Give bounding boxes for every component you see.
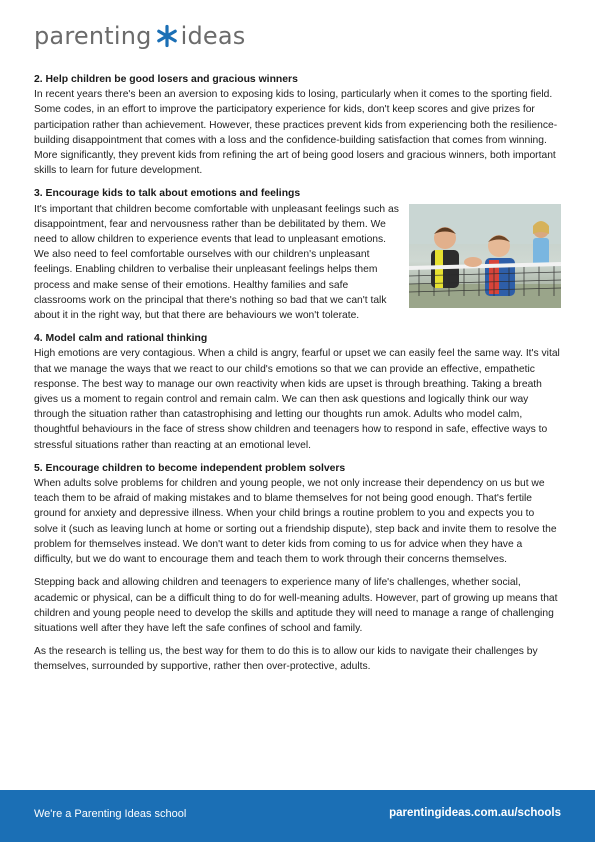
footer-bar	[0, 790, 595, 842]
section-paragraph: As the research is telling us, the best way for them to do this is to allow our kids to navigate their challenges by themselves, surrounded by supportive, rather then over-protective, adults.	[34, 646, 538, 673]
section-problem-solvers	[34, 461, 561, 675]
section-emotions	[34, 186, 561, 323]
footer-website-link[interactable]: parentingideas.com.au/schools	[389, 807, 561, 819]
footer-school-text: We're a Parenting Ideas school	[34, 808, 187, 820]
section-heading: 5. Encourage children to become independent problem solvers	[34, 462, 346, 474]
section-heading: 3. Encourage kids to talk about emotions and feelings	[34, 188, 301, 200]
section-good-losers	[34, 72, 561, 178]
section-calm-thinking	[34, 331, 561, 453]
asterisk-star-icon	[155, 24, 179, 48]
section-heading: 4. Model calm and rational thinking	[34, 333, 208, 345]
section-paragraph: It's important that children become comfortable with unpleasant feelings such as disappointment, fear and nervousness rather than be debilitated by them. We need to allow children to experience events that lead to unpleasant emotions. We also need to feel comfortable ourselves with our children's unpleasant feelings. Enabling children to verbalise their unpleasant feelings helps them process and make sense of their emotions. Healthy families and safe classrooms work on the principal that there's nothing so bad that we can't talk about it in the right way, but that there are behaviours we won't tolerate.	[34, 203, 399, 322]
logo	[34, 20, 245, 52]
section-paragraph: When adults solve problems for children and young people, we not only increase their dependency on us but we teach them to be afraid of making mistakes and to blame themselves for not being good enough. That's fertile ground for anxiety and depressive illness. When your child brings a routine problem to you and expects you to solve it (such as leaving lunch at home or sorting out a friendship dispute), step back and invite them to resolve the problem for themselves instead. We don't want to deter kids from coming to us for advice when they have a difficulty, but we do want to encourage them and teach them to work through their concerns themselves.	[34, 478, 557, 566]
logo-text-ideas: ideas	[180, 22, 246, 50]
tennis-handshake-photo	[409, 204, 561, 308]
logo-text-parenting: parenting	[34, 22, 152, 50]
section-paragraph: Stepping back and allowing children and teenagers to experience many of life's challenges, whether social, academic or physical, can be a difficult thing to do for well-meaning adults. However, part of growing up means that children and young people need to develop the skills and aptitude they will need to manage a range of challenging situations well after they have left the safe confines of school and family.	[34, 577, 558, 634]
section-paragraph: High emotions are very contagious. When a child is angry, fearful or upset we can easily feel the same way. It's vital that we manage the ways that we react to our child's emotions so that we can provide an effective, empathetic response. The best way to manage our own reactivity when kids are upset is through breathing. Taking a breath gives us a moment to regain control and remain calm. We can then ask questions and logically think our way through the situation rather than catastrophising and letting our thoughts run amok. Adults who model calm, thoughtful behaviours in the face of stress show children and teenagers how to respond in safe, effective ways to stressful situations rather than reacting at an emotional level.	[34, 348, 560, 451]
section-heading: 2. Help children be good losers and gracious winners	[34, 74, 298, 85]
section-paragraph: In recent years there's been an aversion to exposing kids to losing, particularly when it comes to the sporting field. Some codes, in an effort to improve the participatory experience for kids, don't keep scores and give prizes for participation rather than achievement. However, these practices prevent kids from experiencing both the resilience-building disappointment that comes with a loss and the confidence-building satisfaction that comes from winning. More significantly, they prevent kids from refining the art of being good losers and gracious winners, both important skills to learn for future development.	[34, 89, 558, 177]
article-body	[34, 72, 561, 683]
